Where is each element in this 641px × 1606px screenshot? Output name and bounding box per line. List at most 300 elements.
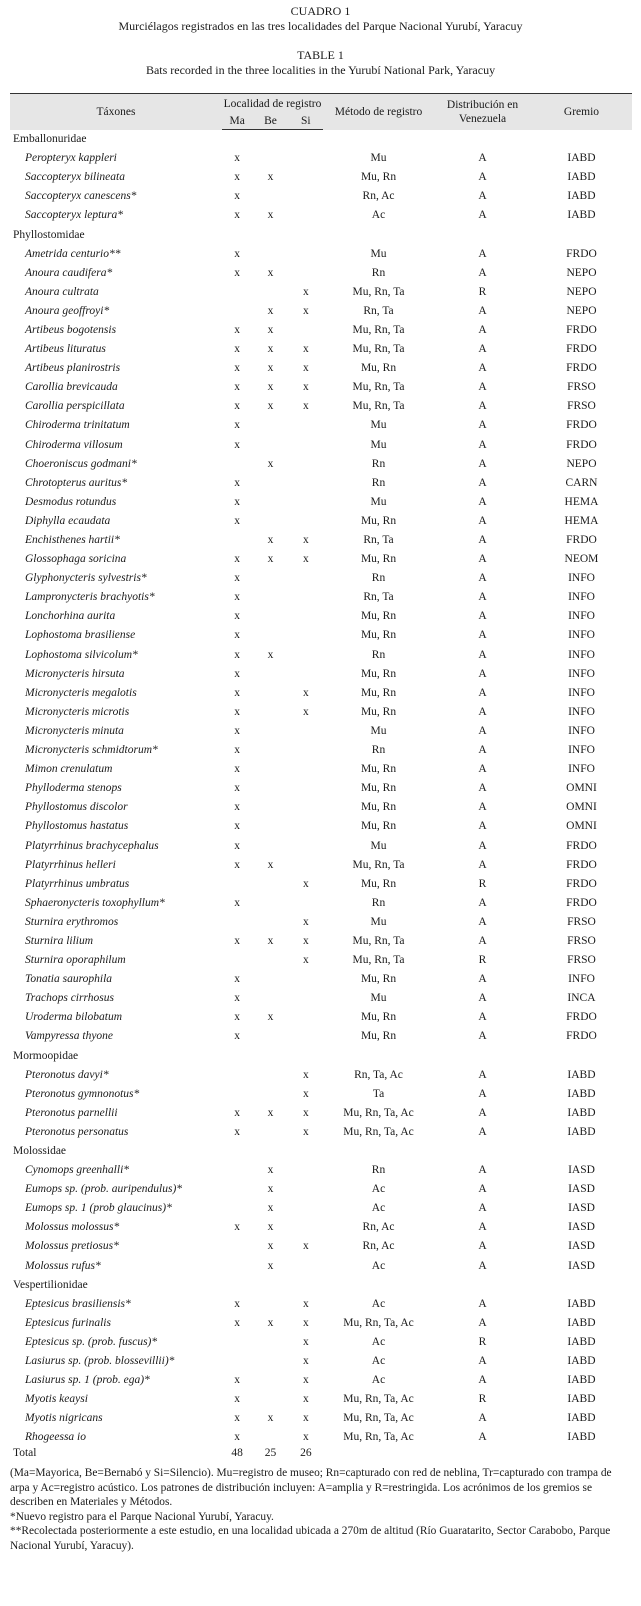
header-be: Be <box>252 114 288 130</box>
table-row <box>10 951 632 970</box>
header-si: Si <box>289 114 323 130</box>
species-name: Myotis nigricans <box>25 1412 103 1425</box>
cell-gremio: IASD <box>568 1202 595 1215</box>
cell-gremio: IABD <box>567 1412 596 1425</box>
species-name: Eptesicus brasiliensis* <box>25 1297 131 1310</box>
cell-metodo: Mu, Rn <box>360 973 397 986</box>
cell-distribucion: A <box>478 1374 487 1387</box>
cell-ma <box>222 1180 252 1199</box>
species-name: Lophostoma brasiliense <box>25 629 136 642</box>
table-row <box>10 1103 632 1122</box>
species-name: Carollia brevicauda <box>25 381 118 394</box>
table-body <box>10 130 632 1447</box>
cell-ma <box>222 1352 252 1371</box>
cell-be <box>252 1122 288 1141</box>
species-name: Pteronotus davyi* <box>25 1068 109 1081</box>
species-name: Micronycteris schmidtorum* <box>25 744 158 757</box>
cell-si: x <box>302 1355 309 1368</box>
table-row <box>10 244 632 263</box>
cell-metodo: Mu, Rn, Ta, Ac <box>343 1412 414 1425</box>
cell-metodo: Ac <box>371 1183 386 1196</box>
cell-metodo: Ta <box>372 1087 385 1100</box>
cell-si <box>289 168 323 187</box>
cell-be <box>252 511 288 530</box>
table-label: TABLE 1 <box>297 48 344 62</box>
cell-be: x <box>267 1240 274 1253</box>
cell-gremio: FRSO <box>567 915 596 928</box>
cell-si: x <box>302 1068 309 1081</box>
cell-si: x <box>302 343 309 356</box>
table-row <box>10 1428 632 1447</box>
cell-gremio: FRDO <box>566 419 597 432</box>
cell-ma: x <box>234 572 241 585</box>
cell-gremio: OMNI <box>566 782 597 795</box>
cell-gremio: HEMA <box>564 495 599 508</box>
table-row <box>10 1352 632 1371</box>
cell-be: x <box>267 1316 274 1329</box>
cell-metodo: Rn <box>371 744 386 757</box>
table-row <box>10 1161 632 1180</box>
cell-be <box>252 779 288 798</box>
cell-si: x <box>302 400 309 413</box>
cell-ma: x <box>234 782 241 795</box>
total-be: 25 <box>264 1446 277 1459</box>
table-row <box>10 397 632 416</box>
cell-metodo: Rn, Ta <box>363 304 394 317</box>
cell-be <box>252 1428 288 1447</box>
cell-distribucion: R <box>478 954 487 967</box>
table-row <box>10 836 632 855</box>
cell-gremio: INFO <box>568 591 595 604</box>
cell-ma: x <box>234 247 241 260</box>
table-row <box>10 416 632 435</box>
species-name: Anoura cultrata <box>25 285 99 298</box>
species-name: Lophostoma silvicolum* <box>25 648 138 661</box>
cell-gremio: IABD <box>567 171 596 184</box>
species-name: Sturnira lilium <box>25 934 94 947</box>
cell-gremio: FRSO <box>567 381 596 394</box>
cell-distribucion: A <box>478 304 487 317</box>
cell-metodo: Mu, Rn <box>360 1011 397 1024</box>
table-row <box>10 741 632 760</box>
cell-distribucion: A <box>478 648 487 661</box>
table-row <box>10 607 632 626</box>
cell-metodo: Ac <box>371 1297 386 1310</box>
cell-si <box>289 244 323 263</box>
cell-distribucion: A <box>478 190 487 203</box>
cell-metodo: Mu <box>370 724 387 737</box>
cell-gremio: IASD <box>568 1183 595 1196</box>
cell-gremio: INFO <box>568 973 595 986</box>
table-row <box>10 588 632 607</box>
species-name: Trachops cirrhosus <box>25 992 114 1005</box>
cell-distribucion: A <box>478 1068 487 1081</box>
cell-be: x <box>267 1106 274 1119</box>
cell-distribucion: A <box>478 610 487 623</box>
cell-ma: x <box>234 419 241 432</box>
table-row <box>10 1313 632 1332</box>
cell-be: x <box>267 1183 274 1196</box>
species-name: Phyllostomus discolor <box>25 801 128 814</box>
cell-metodo: Mu, Rn, Ta <box>352 323 405 336</box>
cell-metodo: Mu, Rn, Ta <box>352 343 405 356</box>
cell-be: x <box>267 343 274 356</box>
cell-gremio: IASD <box>568 1221 595 1234</box>
cell-gremio: INFO <box>568 686 595 699</box>
table-row <box>10 359 632 378</box>
cell-distribucion: A <box>478 266 487 279</box>
header-distribucion: Distribución en Venezuela <box>434 94 531 130</box>
cell-be <box>252 664 288 683</box>
cell-ma: x <box>234 667 241 680</box>
cell-be <box>252 1065 288 1084</box>
cell-distribucion: A <box>478 915 487 928</box>
cell-be <box>252 1027 288 1046</box>
cell-be <box>252 874 288 893</box>
cell-distribucion: A <box>478 152 487 165</box>
cell-distribucion: A <box>478 1412 487 1425</box>
cell-be <box>252 244 288 263</box>
cell-be <box>252 1390 288 1409</box>
cell-metodo: Rn, Ac <box>362 1221 395 1234</box>
cell-be <box>252 702 288 721</box>
table-row <box>10 1065 632 1084</box>
species-name: Uroderma bilobatum <box>25 1011 123 1024</box>
species-name: Molossus rufus* <box>25 1259 101 1272</box>
species-name: Sturnira oporaphilum <box>25 954 126 967</box>
cell-distribucion: A <box>478 591 487 604</box>
cell-gremio: INFO <box>568 667 595 680</box>
table-row <box>10 511 632 530</box>
total-si: 26 <box>300 1446 312 1459</box>
cell-si: x <box>302 381 309 394</box>
cell-be <box>252 149 288 168</box>
cell-si: x <box>302 877 309 890</box>
cell-si <box>289 263 323 282</box>
cell-si <box>289 760 323 779</box>
cell-distribucion: A <box>478 686 487 699</box>
family-name: Molossidae <box>13 1145 67 1158</box>
cell-metodo: Mu <box>370 247 387 260</box>
species-name: Cynomops greenhalli* <box>25 1164 130 1177</box>
cell-gremio: NEPO <box>566 266 597 279</box>
cell-distribucion: A <box>478 1164 487 1177</box>
cell-metodo: Mu, Rn, Ta <box>352 954 405 967</box>
cell-be <box>252 1352 288 1371</box>
table-row <box>10 530 632 549</box>
cell-metodo: Mu <box>370 438 387 451</box>
family-name: Emballonuridae <box>13 133 87 146</box>
cell-si <box>289 1008 323 1027</box>
cell-metodo: Mu, Rn, Ta, Ac <box>343 1106 414 1119</box>
cell-si <box>289 893 323 912</box>
cell-metodo: Mu, Rn <box>360 686 397 699</box>
cell-gremio: IABD <box>567 209 596 222</box>
cell-distribucion: A <box>478 973 487 986</box>
cell-metodo: Mu, Rn <box>360 667 397 680</box>
cell-be <box>252 721 288 740</box>
species-name: Anoura geoffroyi* <box>25 304 110 317</box>
family-name: Mormoopidae <box>13 1049 79 1062</box>
cell-metodo: Mu <box>370 152 387 165</box>
cell-metodo: Mu, Rn, Ta <box>352 285 405 298</box>
cell-ma <box>222 282 252 301</box>
cell-gremio: CARN <box>565 476 598 489</box>
table-row <box>10 683 632 702</box>
species-name: Micronycteris hirsuta <box>25 667 125 680</box>
cell-si <box>289 454 323 473</box>
cell-metodo: Mu, Rn, Ta, Ac <box>343 1125 414 1138</box>
cell-be: x <box>267 858 274 871</box>
species-name: Choeroniscus godmani* <box>25 457 137 470</box>
cell-si: x <box>302 1316 309 1329</box>
species-name: Saccopteryx leptura* <box>25 209 124 222</box>
cell-ma: x <box>234 514 241 527</box>
cell-distribucion: A <box>478 744 487 757</box>
cell-metodo: Rn, Ac <box>362 190 395 203</box>
species-name: Sturnira erythromos <box>25 915 119 928</box>
table-row <box>10 779 632 798</box>
cell-gremio: INFO <box>568 648 595 661</box>
cell-gremio: IABD <box>567 1393 596 1406</box>
cell-gremio: INCA <box>567 992 596 1005</box>
cell-si: x <box>302 1106 309 1119</box>
species-name: Micronycteris minuta <box>25 724 124 737</box>
cell-gremio: FRDO <box>566 1030 597 1043</box>
species-name: Desmodus rotundus <box>25 495 117 508</box>
table-row <box>10 149 632 168</box>
cuadro-title: Murciélagos registrados en las tres localidades del Parque Nacional Yurubí, Yaracuy <box>118 19 523 33</box>
table-row <box>10 473 632 492</box>
cell-gremio: OMNI <box>566 801 597 814</box>
cell-ma: x <box>234 724 241 737</box>
cell-metodo: Mu, Rn, Ta <box>352 858 405 871</box>
cell-distribucion: A <box>478 1316 487 1329</box>
table-row <box>10 569 632 588</box>
cell-distribucion: A <box>478 438 487 451</box>
cell-ma <box>222 1237 252 1256</box>
cell-be <box>252 951 288 970</box>
cell-ma: x <box>234 610 241 623</box>
cell-gremio: IABD <box>567 1125 596 1138</box>
cell-be <box>252 626 288 645</box>
cell-si: x <box>302 553 309 566</box>
cell-si <box>289 511 323 530</box>
cell-ma: x <box>234 400 241 413</box>
cell-si <box>289 836 323 855</box>
cell-gremio: INFO <box>568 572 595 585</box>
species-name: Eptesicus furinalis <box>25 1316 111 1329</box>
cell-metodo: Mu, Rn, Ta <box>352 400 405 413</box>
cell-si: x <box>302 285 309 298</box>
cell-be: x <box>267 934 274 947</box>
cell-ma: x <box>234 763 241 776</box>
cell-ma: x <box>234 934 241 947</box>
table-row <box>10 1027 632 1046</box>
cell-gremio: FRDO <box>566 839 597 852</box>
table-row <box>10 301 632 320</box>
cell-be: x <box>267 1202 274 1215</box>
cell-si <box>289 1180 323 1199</box>
cell-distribucion: A <box>478 820 487 833</box>
cell-ma: x <box>234 1412 241 1425</box>
cell-ma: x <box>234 381 241 394</box>
cell-si: x <box>302 534 309 547</box>
table-row <box>10 798 632 817</box>
cell-ma: x <box>234 858 241 871</box>
table-row <box>10 645 632 664</box>
table-row <box>10 989 632 1008</box>
cell-distribucion: R <box>478 1335 487 1348</box>
species-name: Anoura caudifera* <box>25 266 113 279</box>
species-name: Micronycteris megalotis <box>25 686 137 699</box>
cell-distribucion: A <box>478 323 487 336</box>
cell-distribucion: A <box>478 457 487 470</box>
cell-ma <box>222 1256 252 1275</box>
cell-distribucion: A <box>478 1125 487 1138</box>
table-row <box>10 760 632 779</box>
header-ma: Ma <box>222 114 252 130</box>
cell-si <box>289 626 323 645</box>
cell-gremio: NEPO <box>566 285 597 298</box>
cell-ma: x <box>234 1316 241 1329</box>
cell-be: x <box>267 266 274 279</box>
cell-distribucion: A <box>478 476 487 489</box>
cell-ma: x <box>234 744 241 757</box>
cell-si <box>289 721 323 740</box>
cell-be: x <box>267 457 274 470</box>
species-name: Peropteryx kappleri <box>25 152 117 165</box>
family-row <box>10 1141 632 1160</box>
cell-metodo: Ac <box>371 1202 386 1215</box>
cell-metodo: Ac <box>371 1335 386 1348</box>
cell-ma: x <box>234 1393 241 1406</box>
cell-si <box>289 473 323 492</box>
species-name: Chrotopterus auritus* <box>25 476 128 489</box>
cell-si <box>289 741 323 760</box>
cell-ma <box>222 1161 252 1180</box>
table-row <box>10 1256 632 1275</box>
cell-metodo: Mu, Rn <box>360 610 397 623</box>
cell-ma: x <box>234 476 241 489</box>
cell-metodo: Mu, Rn <box>360 705 397 718</box>
cell-metodo: Mu, Rn <box>360 171 397 184</box>
cell-ma: x <box>234 1297 241 1310</box>
cell-gremio: FRDO <box>566 896 597 909</box>
total-ma: 48 <box>231 1446 243 1459</box>
cell-metodo: Rn, Ta <box>363 591 394 604</box>
cell-gremio: FRDO <box>566 362 597 375</box>
cell-be: x <box>267 553 274 566</box>
cell-gremio: IABD <box>567 1106 596 1119</box>
table-row <box>10 1122 632 1141</box>
table-row <box>10 893 632 912</box>
cell-metodo: Mu, Rn <box>360 782 397 795</box>
cell-metodo: Mu <box>370 419 387 432</box>
table-row <box>10 492 632 511</box>
species-name: Lonchorhina aurita <box>25 610 116 623</box>
species-name: Lampronycteris brachyotis* <box>25 591 155 604</box>
species-name: Artibeus planirostris <box>25 362 121 375</box>
cell-metodo: Rn, Ta, Ac <box>354 1068 403 1081</box>
cell-distribucion: A <box>478 209 487 222</box>
cell-metodo: Mu <box>370 839 387 852</box>
cell-ma <box>222 1065 252 1084</box>
species-name: Saccopteryx canescens* <box>25 190 137 203</box>
cell-distribucion: A <box>478 1030 487 1043</box>
cell-si: x <box>302 304 309 317</box>
cell-be <box>252 798 288 817</box>
cell-metodo: Rn <box>371 648 386 661</box>
cell-distribucion: A <box>478 858 487 871</box>
cell-si <box>289 1218 323 1237</box>
table-notes <box>10 1466 632 1553</box>
table-row <box>10 1008 632 1027</box>
species-name: Ametrida centurio** <box>25 247 121 260</box>
table-row <box>10 168 632 187</box>
cell-si: x <box>302 1431 309 1444</box>
species-name: Rhogeessa io <box>25 1431 87 1444</box>
cell-be <box>252 607 288 626</box>
cell-distribucion: R <box>478 285 487 298</box>
cell-distribucion: A <box>478 724 487 737</box>
table-row <box>10 320 632 339</box>
cell-be <box>252 970 288 989</box>
total-label: Total <box>13 1446 37 1459</box>
cell-gremio: IABD <box>567 1431 596 1444</box>
cell-ma <box>222 454 252 473</box>
cell-ma <box>222 530 252 549</box>
cell-si <box>289 187 323 206</box>
cell-gremio: FRDO <box>566 438 597 451</box>
cell-distribucion: A <box>478 1087 487 1100</box>
cell-ma: x <box>234 591 241 604</box>
cell-si: x <box>302 954 309 967</box>
cell-metodo: Mu, Rn <box>360 763 397 776</box>
species-name: Vampyressa thyone <box>25 1030 114 1043</box>
cell-distribucion: A <box>478 514 487 527</box>
cell-metodo: Mu, Rn <box>360 877 397 890</box>
cell-ma: x <box>234 992 241 1005</box>
cell-metodo: Mu, Rn <box>360 801 397 814</box>
table-row <box>10 855 632 874</box>
cell-gremio: IABD <box>567 152 596 165</box>
cell-ma: x <box>234 820 241 833</box>
cell-be: x <box>267 1164 274 1177</box>
cell-gremio: IABD <box>567 1297 596 1310</box>
cell-gremio: FRDO <box>566 247 597 260</box>
cell-distribucion: A <box>478 343 487 356</box>
cell-be <box>252 435 288 454</box>
species-name: Diphylla ecaudata <box>25 514 111 527</box>
species-name: Platyrrhinus brachycephalus <box>25 839 159 852</box>
cell-be: x <box>267 648 274 661</box>
cell-be <box>252 1371 288 1390</box>
cell-be <box>252 492 288 511</box>
cell-ma: x <box>234 438 241 451</box>
cell-distribucion: A <box>478 534 487 547</box>
table-row <box>10 550 632 569</box>
cell-ma: x <box>234 152 241 165</box>
cell-be: x <box>267 1011 274 1024</box>
species-name: Artibeus bogotensis <box>25 323 117 336</box>
cell-gremio: IABD <box>567 1355 596 1368</box>
cell-gremio: IABD <box>567 1335 596 1348</box>
cell-si: x <box>302 1240 309 1253</box>
cell-gremio: FRDO <box>566 1011 597 1024</box>
species-name: Mimon crenulatum <box>25 763 113 776</box>
table-row <box>10 970 632 989</box>
